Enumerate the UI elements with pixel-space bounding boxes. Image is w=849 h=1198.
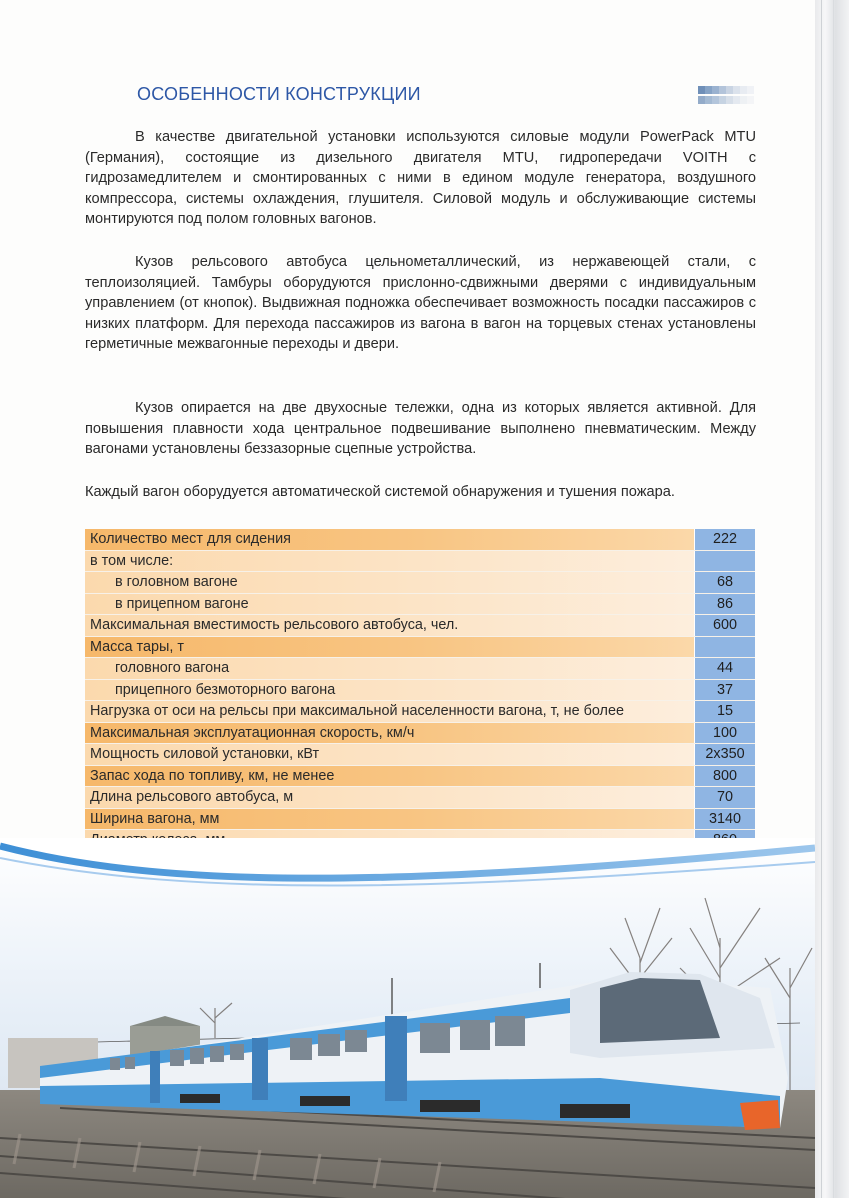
paragraph-fire-system xyxy=(85,482,756,503)
spec-label: Нагрузка от оси на рельсы при максимальной населенности вагона, т, не более xyxy=(85,701,695,723)
train-photo xyxy=(0,838,815,1198)
spec-value: 100 xyxy=(695,722,756,744)
table-row xyxy=(85,701,755,723)
table-row xyxy=(85,572,755,594)
swatch xyxy=(726,86,733,94)
table-row xyxy=(85,636,755,658)
swatch xyxy=(719,86,726,94)
page-edge xyxy=(815,0,849,1198)
paragraph-text: В качестве двигательной установки используются силовые модули PowerPack MTU (Германия), состоящие из дизельного двигателя MTU, гидропередачи VOITH с гидрозамедлителем и смонтированных с ними в едином модуле генератора, воздушного компрессора, системы охлаждения, глушителя. Силовой модуль и обслуживающие системы монтируются под полом головных вагонов. xyxy=(85,129,756,227)
spec-value: 600 xyxy=(695,615,756,637)
paragraph-text: Кузов рельсового автобуса цельнометаллический, из нержавеющей стали, с теплоизоляцией. Тамбуры оборудуются прислонно-сдвижными дверями с индивидуальным управлением (от кнопок). Выдвижная подножка обеспечивает возможность посадки пассажиров с низких платформ. Для перехода пассажиров из вагона в вагон на торцевых стенах установлены герметичные межвагонные переходы и двери. xyxy=(85,254,756,352)
spec-label: Максимальная эксплуатационная скорость, км/ч xyxy=(85,722,695,744)
table-row xyxy=(85,593,755,615)
spec-value: 37 xyxy=(695,679,756,701)
spec-label: Запас хода по топливу, км, не менее xyxy=(85,765,695,787)
paragraph-body xyxy=(85,252,756,355)
swatch xyxy=(705,96,712,104)
train-illustration xyxy=(0,838,815,1198)
spec-value: 68 xyxy=(695,572,756,594)
color-swatch-decoration xyxy=(698,86,756,106)
specifications-table xyxy=(85,529,755,852)
table-row xyxy=(85,722,755,744)
table-row xyxy=(85,744,755,766)
spec-value: 800 xyxy=(695,765,756,787)
swatch xyxy=(733,96,740,104)
spec-value: 3140 xyxy=(695,808,756,830)
table-row xyxy=(85,679,755,701)
spec-label: Масса тары, т xyxy=(85,636,695,658)
section-heading: ОСОБЕННОСТИ КОНСТРУКЦИИ xyxy=(137,84,421,104)
spec-value: 44 xyxy=(695,658,756,680)
paragraph-text: Кузов опирается на две двухосные тележки, одна из которых является активной. Для повышения плавности хода центральное подвешивание выполнено пневматическим. Между вагонами установлены беззазорные сцепные устройства. xyxy=(85,400,756,457)
table-row xyxy=(85,787,755,809)
swatch xyxy=(740,86,747,94)
swatch xyxy=(747,96,754,104)
swatch xyxy=(698,96,705,104)
swatch xyxy=(733,86,740,94)
spec-label: в том числе: xyxy=(85,550,695,572)
swatch xyxy=(740,96,747,104)
spec-value xyxy=(695,550,756,572)
spec-value xyxy=(695,636,756,658)
spec-label: головного вагона xyxy=(85,658,695,680)
orange-coupler xyxy=(740,1100,780,1130)
spec-value: 2x350 xyxy=(695,744,756,766)
spec-label: Количество мест для сидения xyxy=(85,529,695,550)
swatch xyxy=(726,96,733,104)
table-row xyxy=(85,658,755,680)
paragraph-text: Каждый вагон оборудуется автоматической системой обнаружения и тушения пожара. xyxy=(85,484,675,500)
spec-label: Ширина вагона, мм xyxy=(85,808,695,830)
swatch xyxy=(712,86,719,94)
paragraph-power-unit xyxy=(85,127,756,230)
spec-value: 15 xyxy=(695,701,756,723)
spec-label: в прицепном вагоне xyxy=(85,593,695,615)
swatch xyxy=(705,86,712,94)
spec-value: 86 xyxy=(695,593,756,615)
spec-label: Длина рельсового автобуса, м xyxy=(85,787,695,809)
spec-label: в головном вагоне xyxy=(85,572,695,594)
spec-label: прицепного безмоторного вагона xyxy=(85,679,695,701)
paragraph-bogies xyxy=(85,398,756,460)
table-row xyxy=(85,808,755,830)
swatch xyxy=(698,86,705,94)
swatch xyxy=(712,96,719,104)
swatch xyxy=(719,96,726,104)
table-row xyxy=(85,529,755,550)
swatch xyxy=(747,86,754,94)
table-row xyxy=(85,615,755,637)
table-row xyxy=(85,765,755,787)
spec-label: Мощность силовой установки, кВт xyxy=(85,744,695,766)
spec-value: 222 xyxy=(695,529,756,550)
spec-value: 70 xyxy=(695,787,756,809)
spec-label: Максимальная вместимость рельсового автобуса, чел. xyxy=(85,615,695,637)
table-row xyxy=(85,550,755,572)
